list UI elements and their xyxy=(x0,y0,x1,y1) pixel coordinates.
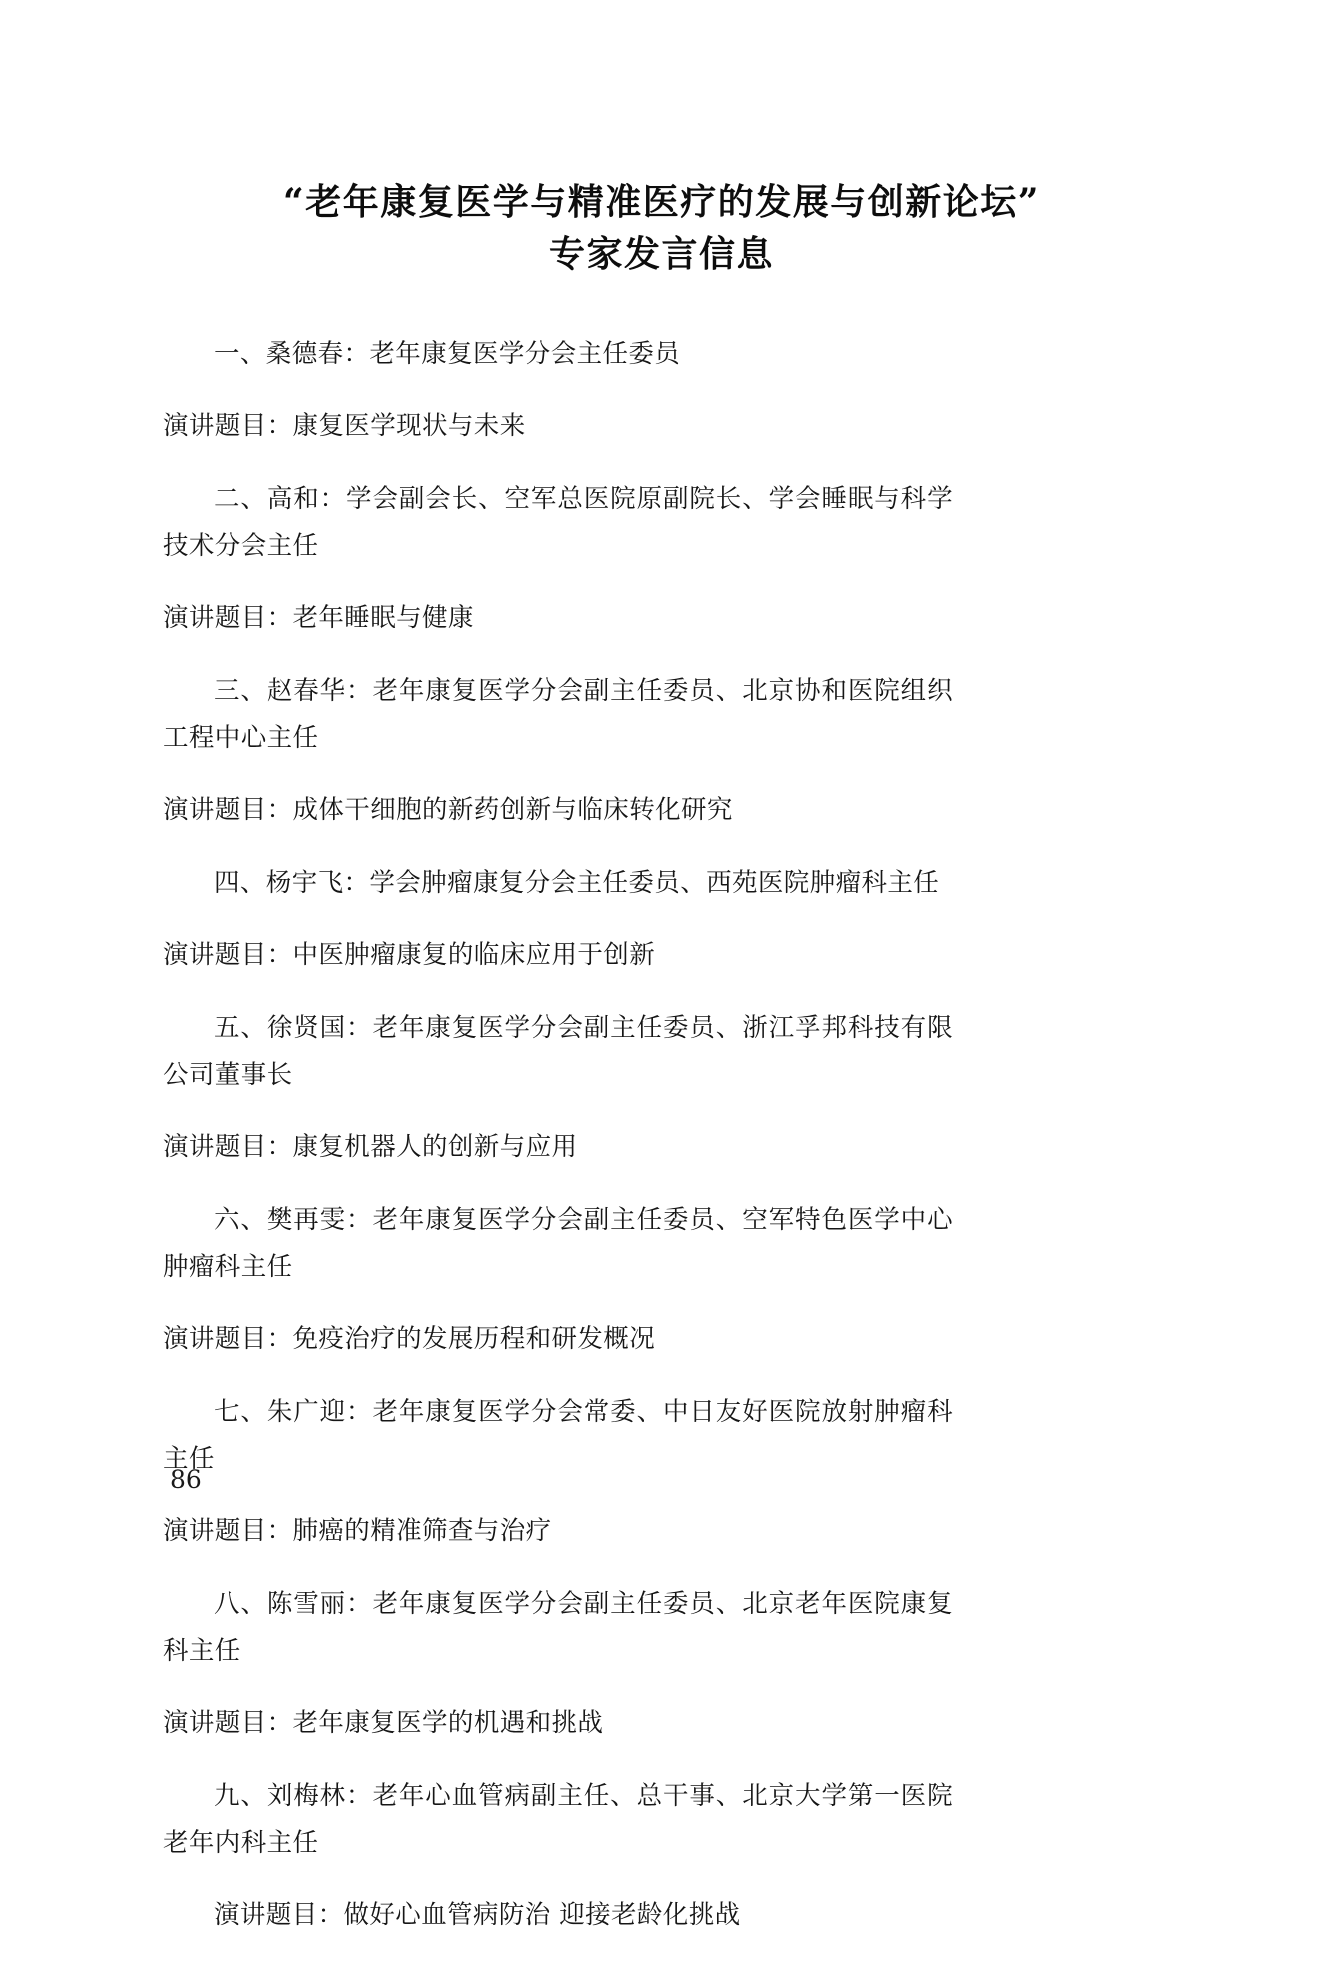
page-title xyxy=(0,178,1323,278)
entry-4-speaker: 四、杨宇飞：学会肿瘤康复分会主任委员、西苑医院肿瘤科主任 xyxy=(214,867,940,898)
entry-6-speaker: 六、樊再雯：老年康复医学分会副主任委员、空军特色医学中心肿瘤科主任 xyxy=(163,1204,953,1282)
entry-9-speaker: 九、刘梅林：老年心血管病副主任、总干事、北京大学第一医院老年内科主任 xyxy=(163,1780,953,1858)
entry-4-topic: 演讲题目：中医肿瘤康复的临床应用于创新 xyxy=(163,940,656,970)
page-number: 86 xyxy=(170,1465,202,1494)
entry-1-speaker: 一、桑德春：老年康复医学分会主任委员 xyxy=(214,338,681,369)
entry-5-topic: 演讲题目：康复机器人的创新与应用 xyxy=(163,1132,578,1162)
title-line-sub: 专家发言信息 xyxy=(548,233,774,275)
entry-3-speaker: 三、赵春华：老年康复医学分会副主任委员、北京协和医院组织工程中心主任 xyxy=(163,675,953,753)
entry-2-topic: 演讲题目：老年睡眠与健康 xyxy=(163,603,474,633)
entry-7-speaker: 七、朱广迎：老年康复医学分会常委、中日友好医院放射肿瘤科主任 xyxy=(163,1396,953,1474)
entry-2-speaker: 二、高和：学会副会长、空军总医院原副院长、学会睡眠与科学技术分会主任 xyxy=(163,483,953,561)
entry-1-topic: 演讲题目：康复医学现状与未来 xyxy=(163,411,526,441)
entry-7-topic: 演讲题目：肺癌的精准筛查与治疗 xyxy=(163,1516,552,1546)
title-line-main: “老年康复医学与精准医疗的发展与创新论坛” xyxy=(283,181,1040,223)
entry-8-topic: 演讲题目：老年康复医学的机遇和挑战 xyxy=(163,1708,604,1738)
speaker-list xyxy=(163,305,953,1965)
entry-3-topic: 演讲题目：成体干细胞的新药创新与临床转化研究 xyxy=(163,795,733,825)
entry-6-topic: 演讲题目：免疫治疗的发展历程和研发概况 xyxy=(163,1324,656,1354)
entry-5-speaker: 五、徐贤国：老年康复医学分会副主任委员、浙江孚邦科技有限公司董事长 xyxy=(163,1012,953,1090)
entry-8-speaker: 八、陈雪丽：老年康复医学分会副主任委员、北京老年医院康复科主任 xyxy=(163,1588,953,1666)
entry-9-topic: 演讲题目：做好心血管病防治 迎接老龄化挑战 xyxy=(214,1900,741,1930)
